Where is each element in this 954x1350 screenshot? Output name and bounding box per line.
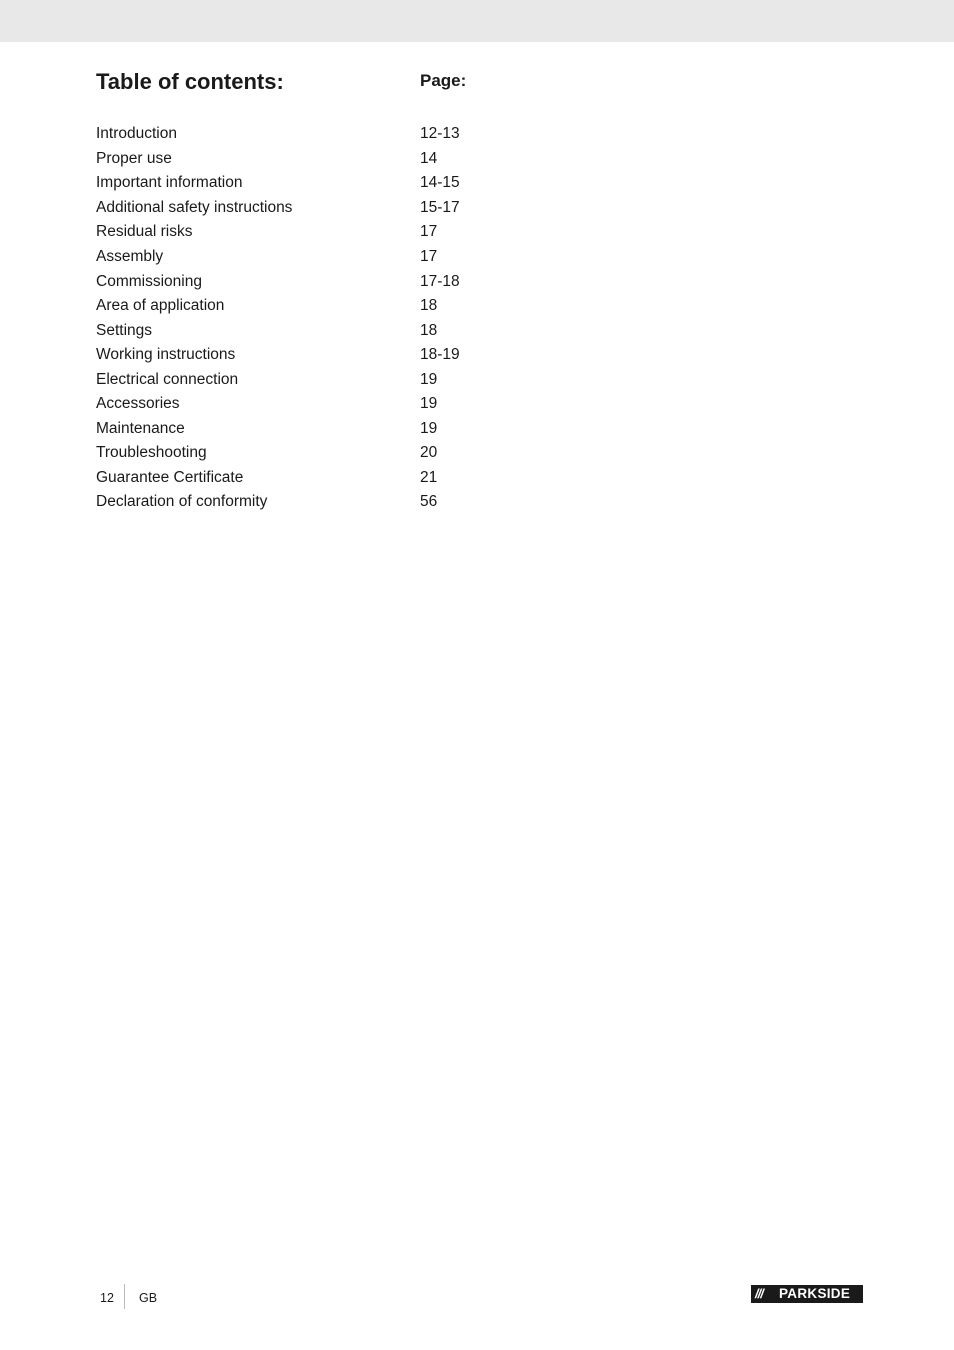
toc-entry-label: Introduction: [96, 125, 177, 143]
toc-entry-label: Accessories: [96, 395, 180, 413]
toc-entry-label: Declaration of conformity: [96, 493, 268, 511]
toc-entry: [96, 441, 596, 466]
toc-entry-label: Proper use: [96, 149, 172, 167]
toc-entry-page: 17-18: [420, 272, 460, 290]
toc-entry: [96, 490, 596, 515]
toc-entry: [96, 171, 596, 196]
toc-entry-label: Settings: [96, 321, 153, 339]
toc-entry: [96, 294, 596, 319]
toc-entry-page: 12-13: [420, 125, 460, 143]
toc-entry-label: Important information: [96, 174, 243, 192]
toc-list: [96, 122, 596, 515]
toc-entry-label: Troubleshooting: [96, 444, 207, 462]
page-column-header: Page:: [420, 71, 467, 90]
footer-divider: [124, 1284, 125, 1309]
toc-entry-page: 18-19: [420, 346, 460, 364]
toc-entry-label: Maintenance: [96, 419, 185, 437]
toc-entry-label: Area of application: [96, 297, 225, 315]
toc-entry-label: Additional safety instructions: [96, 198, 293, 216]
toc-entry-page: 14-15: [420, 174, 460, 192]
brand-slashes: ///: [755, 1286, 763, 1301]
toc-entry-page: 19: [420, 419, 438, 437]
toc-entry: [96, 147, 596, 172]
footer-page-number: 12: [100, 1291, 114, 1305]
toc-entry: [96, 466, 596, 491]
toc-entry-page: 20: [420, 444, 438, 462]
header-band: [0, 0, 954, 42]
toc-entry-page: 21: [420, 468, 438, 486]
toc-entry: [96, 245, 596, 270]
toc-entry: [96, 196, 596, 221]
toc-entry: [96, 269, 596, 294]
parkside-logo: [751, 1285, 863, 1303]
toc-entry: [96, 220, 596, 245]
toc-entry-page: 15-17: [420, 198, 460, 216]
page-title: Table of contents:: [96, 69, 284, 94]
toc-entry-page: 14: [420, 149, 438, 167]
toc-entry: [96, 392, 596, 417]
toc-entry-label: Working instructions: [96, 346, 236, 364]
toc-entry-page: 19: [420, 370, 438, 388]
toc-entry-label: Guarantee Certificate: [96, 468, 244, 486]
toc-entry: [96, 417, 596, 442]
toc-entry-page: 56: [420, 493, 438, 511]
toc-entry-label: Commissioning: [96, 272, 202, 290]
footer-language: GB: [139, 1291, 158, 1305]
toc-entry-page: 17: [420, 223, 438, 241]
toc-entry-label: Electrical connection: [96, 370, 239, 388]
toc-entry-page: 18: [420, 321, 438, 339]
brand-name: PARKSIDE: [779, 1286, 851, 1301]
toc-entry-page: 19: [420, 395, 438, 413]
toc-entry: [96, 343, 596, 368]
toc-entry: [96, 367, 596, 392]
toc-entry-page: 18: [420, 297, 438, 315]
toc-entry-page: 17: [420, 248, 438, 265]
toc-entry-label: Residual risks: [96, 223, 193, 241]
toc-entry: [96, 122, 596, 147]
toc-entry-label: Assembly: [96, 248, 164, 265]
toc-entry: [96, 318, 596, 343]
